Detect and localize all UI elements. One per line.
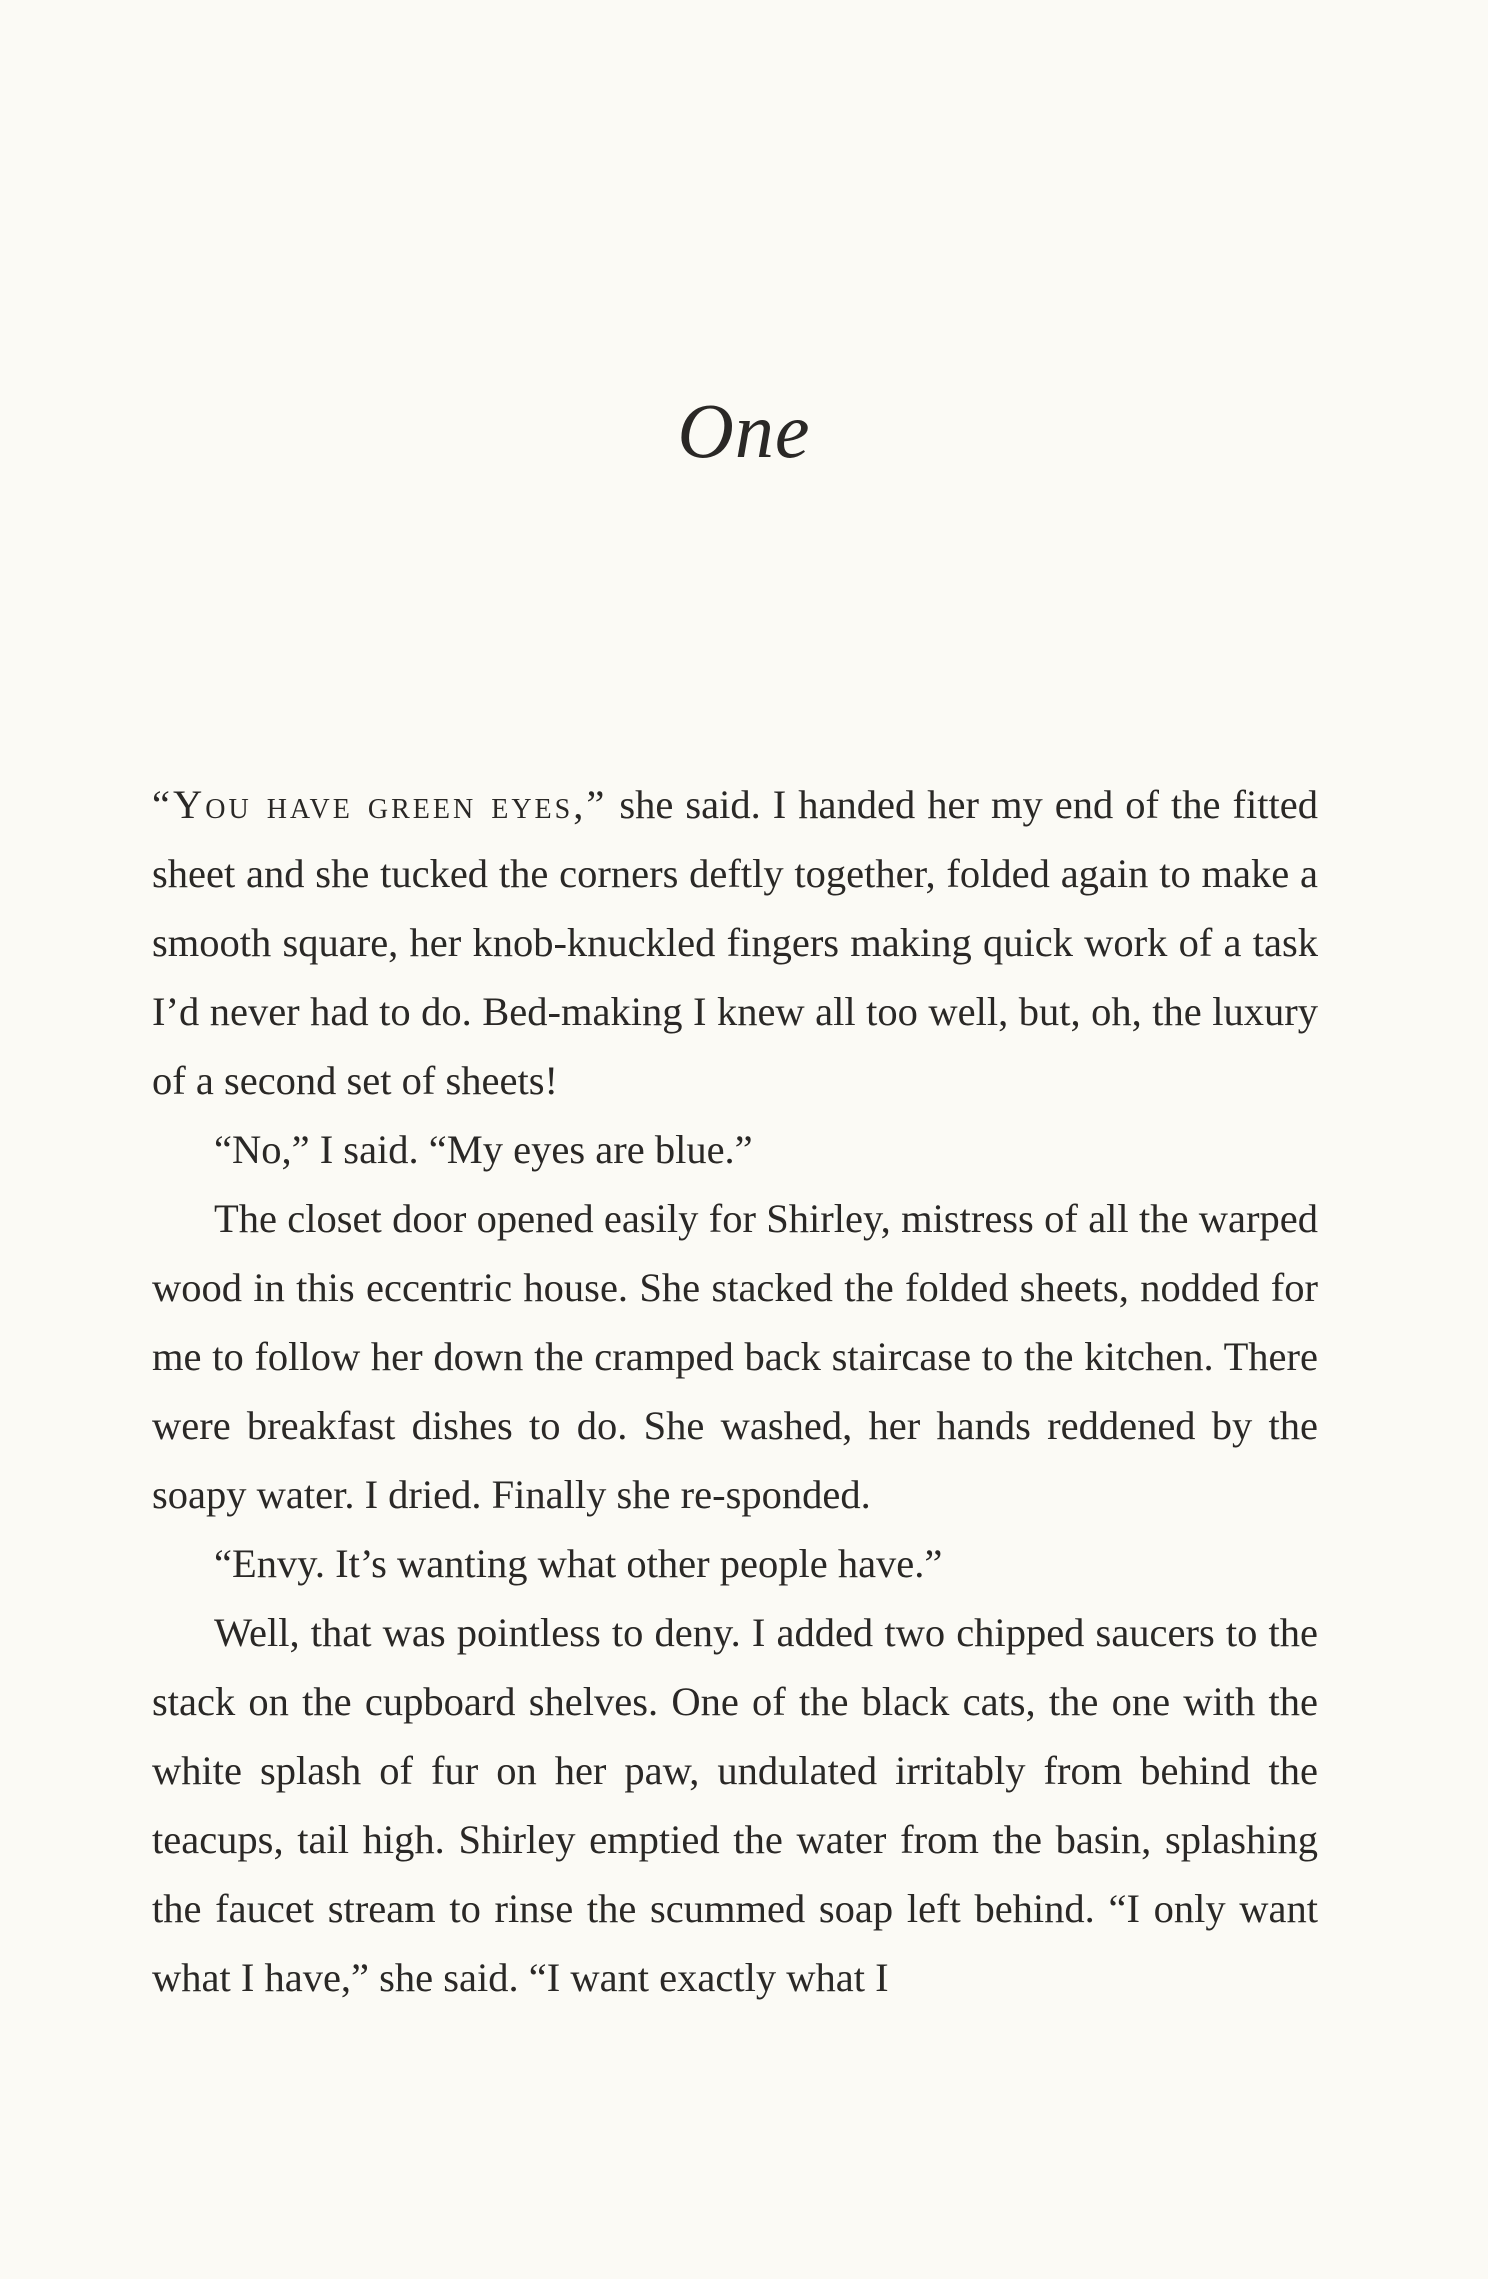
paragraph-2: “No,” I said. “My eyes are blue.” bbox=[214, 1127, 753, 1172]
chapter-title: One bbox=[677, 387, 811, 474]
paragraph-4: “Envy. It’s wanting what other people have.” bbox=[214, 1541, 943, 1586]
chapter-body bbox=[152, 770, 1318, 2012]
paragraph-5: Well, that was pointless to deny. I added two chipped saucers to the stack on the cupboard shelves. One of the black cats, the one with the white splash of fur on her paw, undulated irritably from behind the teacups, tail high. Shirley emptied the water from the basin, splashing the faucet stream to rinse the scummed soap left behind. “I only want what I have,” she said. “I want exactly what I bbox=[152, 1610, 1318, 2000]
opening-small-caps: “You have green eyes,” bbox=[152, 782, 608, 827]
paragraph-1-text: she said. I handed her my end of the fitted sheet and she tucked the corners deftly together, folded again to make a smooth square, her knob-knuckled fingers making quick work of a task I’d never had to do. Bed-making I knew all too well, but, oh, the luxury of a second set of sheets! bbox=[152, 782, 1318, 1103]
paragraph-3: The closet door opened easily for Shirley, mistress of all the warped wood in this eccentric house. She stacked the folded sheets, nodded for me to follow her down the cramped back staircase to the kitchen. There were breakfast dishes to do. She washed, her hands reddened by the soapy water. I dried. Finally she re-sponded. bbox=[152, 1196, 1318, 1517]
paragraph-1 bbox=[152, 770, 1318, 1115]
